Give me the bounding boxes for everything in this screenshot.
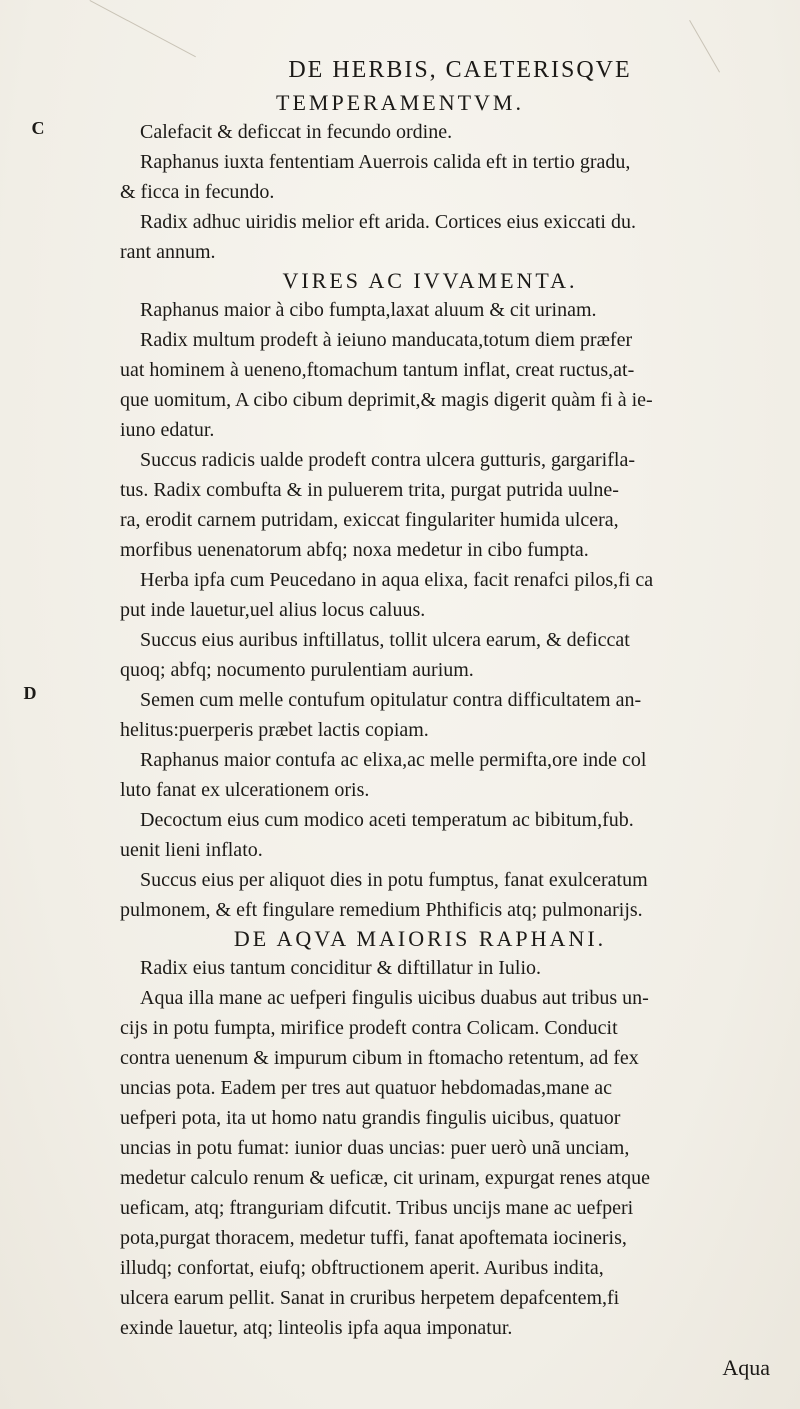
text-line: luto fanat ex ulcerationem oris. (120, 779, 370, 801)
margin-letter-c: C (31, 118, 45, 138)
text-line: rant annum. (120, 241, 216, 263)
text-line: uncias in potu fumat: iunior duas uncias: puer uerò unã unciam, (120, 1137, 630, 1159)
text-line: Radix adhuc uiridis melior eft arida. Cortices eius exiccati du. (140, 211, 636, 233)
text-line: exinde lauetur, atq; linteolis ipfa aqua imponatur. (120, 1317, 513, 1339)
text-line: morfibus uenenatorum abfq; noxa medetur in cibo fumpta. (120, 539, 589, 561)
text-line: uenit lieni inflato. (120, 839, 263, 861)
text-line: cijs in potu fumpta, mirifice prodeft contra Colicam. Conducit (120, 1017, 618, 1039)
text-line: ulcera earum pellit. Sanat in cruribus herpetem depafcentem,fi (120, 1287, 620, 1309)
text-line: Succus eius per aliquot dies in potu fumptus, fanat exulceratum (140, 869, 648, 891)
text-line: uefperi pota, ita ut homo natu grandis fingulis uicibus, quatuor (120, 1107, 621, 1129)
text-line: Radix multum prodeft à ieiuno manducata,totum diem præfer (140, 329, 633, 351)
text-line: Radix eius tantum conciditur & diftillatur in Iulio. (140, 957, 542, 979)
text-line: Herba ipfa cum Peucedano in aqua elixa, facit renafci pilos,fi ca (140, 569, 654, 591)
text-line: helitus:puerperis præbet lactis copiam. (120, 719, 429, 741)
text-line: Raphanus maior à cibo fumpta,laxat aluum & cit urinam. (140, 299, 597, 321)
text-line: Succus eius auribus inftillatus, tollit ulcera earum, & deficcat (140, 629, 630, 651)
text-line: uat hominem à ueneno,ftomachum tantum inflat, creat ructus,at- (120, 359, 635, 381)
text-line: medetur calculo renum & ueficæ, cit urinam, expurgat renes atque (120, 1167, 650, 1189)
paper-mark (90, 0, 196, 57)
text-line: put inde lauetur,uel alius locus caluus. (120, 599, 426, 621)
text-line: que uomitum, A cibo cibum deprimit,& magis digerit quàm fi à ie- (120, 389, 653, 411)
text-line: quoq; abfq; nocumento purulentiam aurium. (120, 659, 474, 681)
text-line: Raphanus maior contufa ac elixa,ac melle permifta,ore inde col (140, 749, 647, 771)
text-line: Aqua illa mane ac uefperi fingulis uicibus duabus aut tribus un- (140, 987, 649, 1009)
text-line: Calefacit & deficcat in fecundo ordine. (140, 121, 453, 143)
text-line: uncias pota. Eadem per tres aut quatuor hebdomadas,mane ac (120, 1077, 613, 1099)
text-line: ra, erodit carnem putridam, exiccat fingulariter humida ulcera, (120, 509, 619, 531)
text-line: contra uenenum & impurum cibum in ftomacho retentum, ad fex (120, 1047, 639, 1069)
text-line: pulmonem, & eft fingulare remedium Phthificis atq; pulmonarijs. (120, 899, 643, 921)
text-line: iuno edatur. (120, 419, 215, 441)
text-line: Succus radicis ualde prodeft contra ulcera gutturis, gargarifla- (140, 449, 635, 471)
text-line: Raphanus iuxta fententiam Auerrois calida eft in tertio gradu, (140, 151, 631, 173)
text-line: ueficam, atq; ftranguriam difcutit. Tribus uncijs mane ac uefperi (120, 1197, 634, 1219)
text-line: Semen cum melle contufum opitulatur contra difficultatem an- (140, 689, 642, 711)
text-line: & ficca in fecundo. (120, 181, 275, 203)
margin-letter-d: D (23, 683, 37, 703)
section-heading-vires: VIRES AC IVVAMENTA. (282, 268, 578, 293)
text-line: pota,purgat thoracem, medetur tuffi, fanat apoftemata iocineris, (120, 1227, 627, 1249)
section-heading-aqua: DE AQVA MAIORIS RAPHANI. (233, 926, 607, 951)
text-line: illudq; confortat, eiufq; obftructionem aperit. Auribus indita, (120, 1257, 604, 1279)
catchword: Aqua (722, 1355, 770, 1380)
running-head: DE HERBIS, CAETERISQVE (288, 57, 632, 83)
text-line: tus. Radix combufta & in puluerem trita, purgat putrida uulne- (120, 479, 619, 501)
section-heading-temperamentum: TEMPERAMENTVM. (276, 90, 524, 115)
text-line: Decoctum eius cum modico aceti temperatum ac bibitum,fub. (140, 809, 634, 831)
